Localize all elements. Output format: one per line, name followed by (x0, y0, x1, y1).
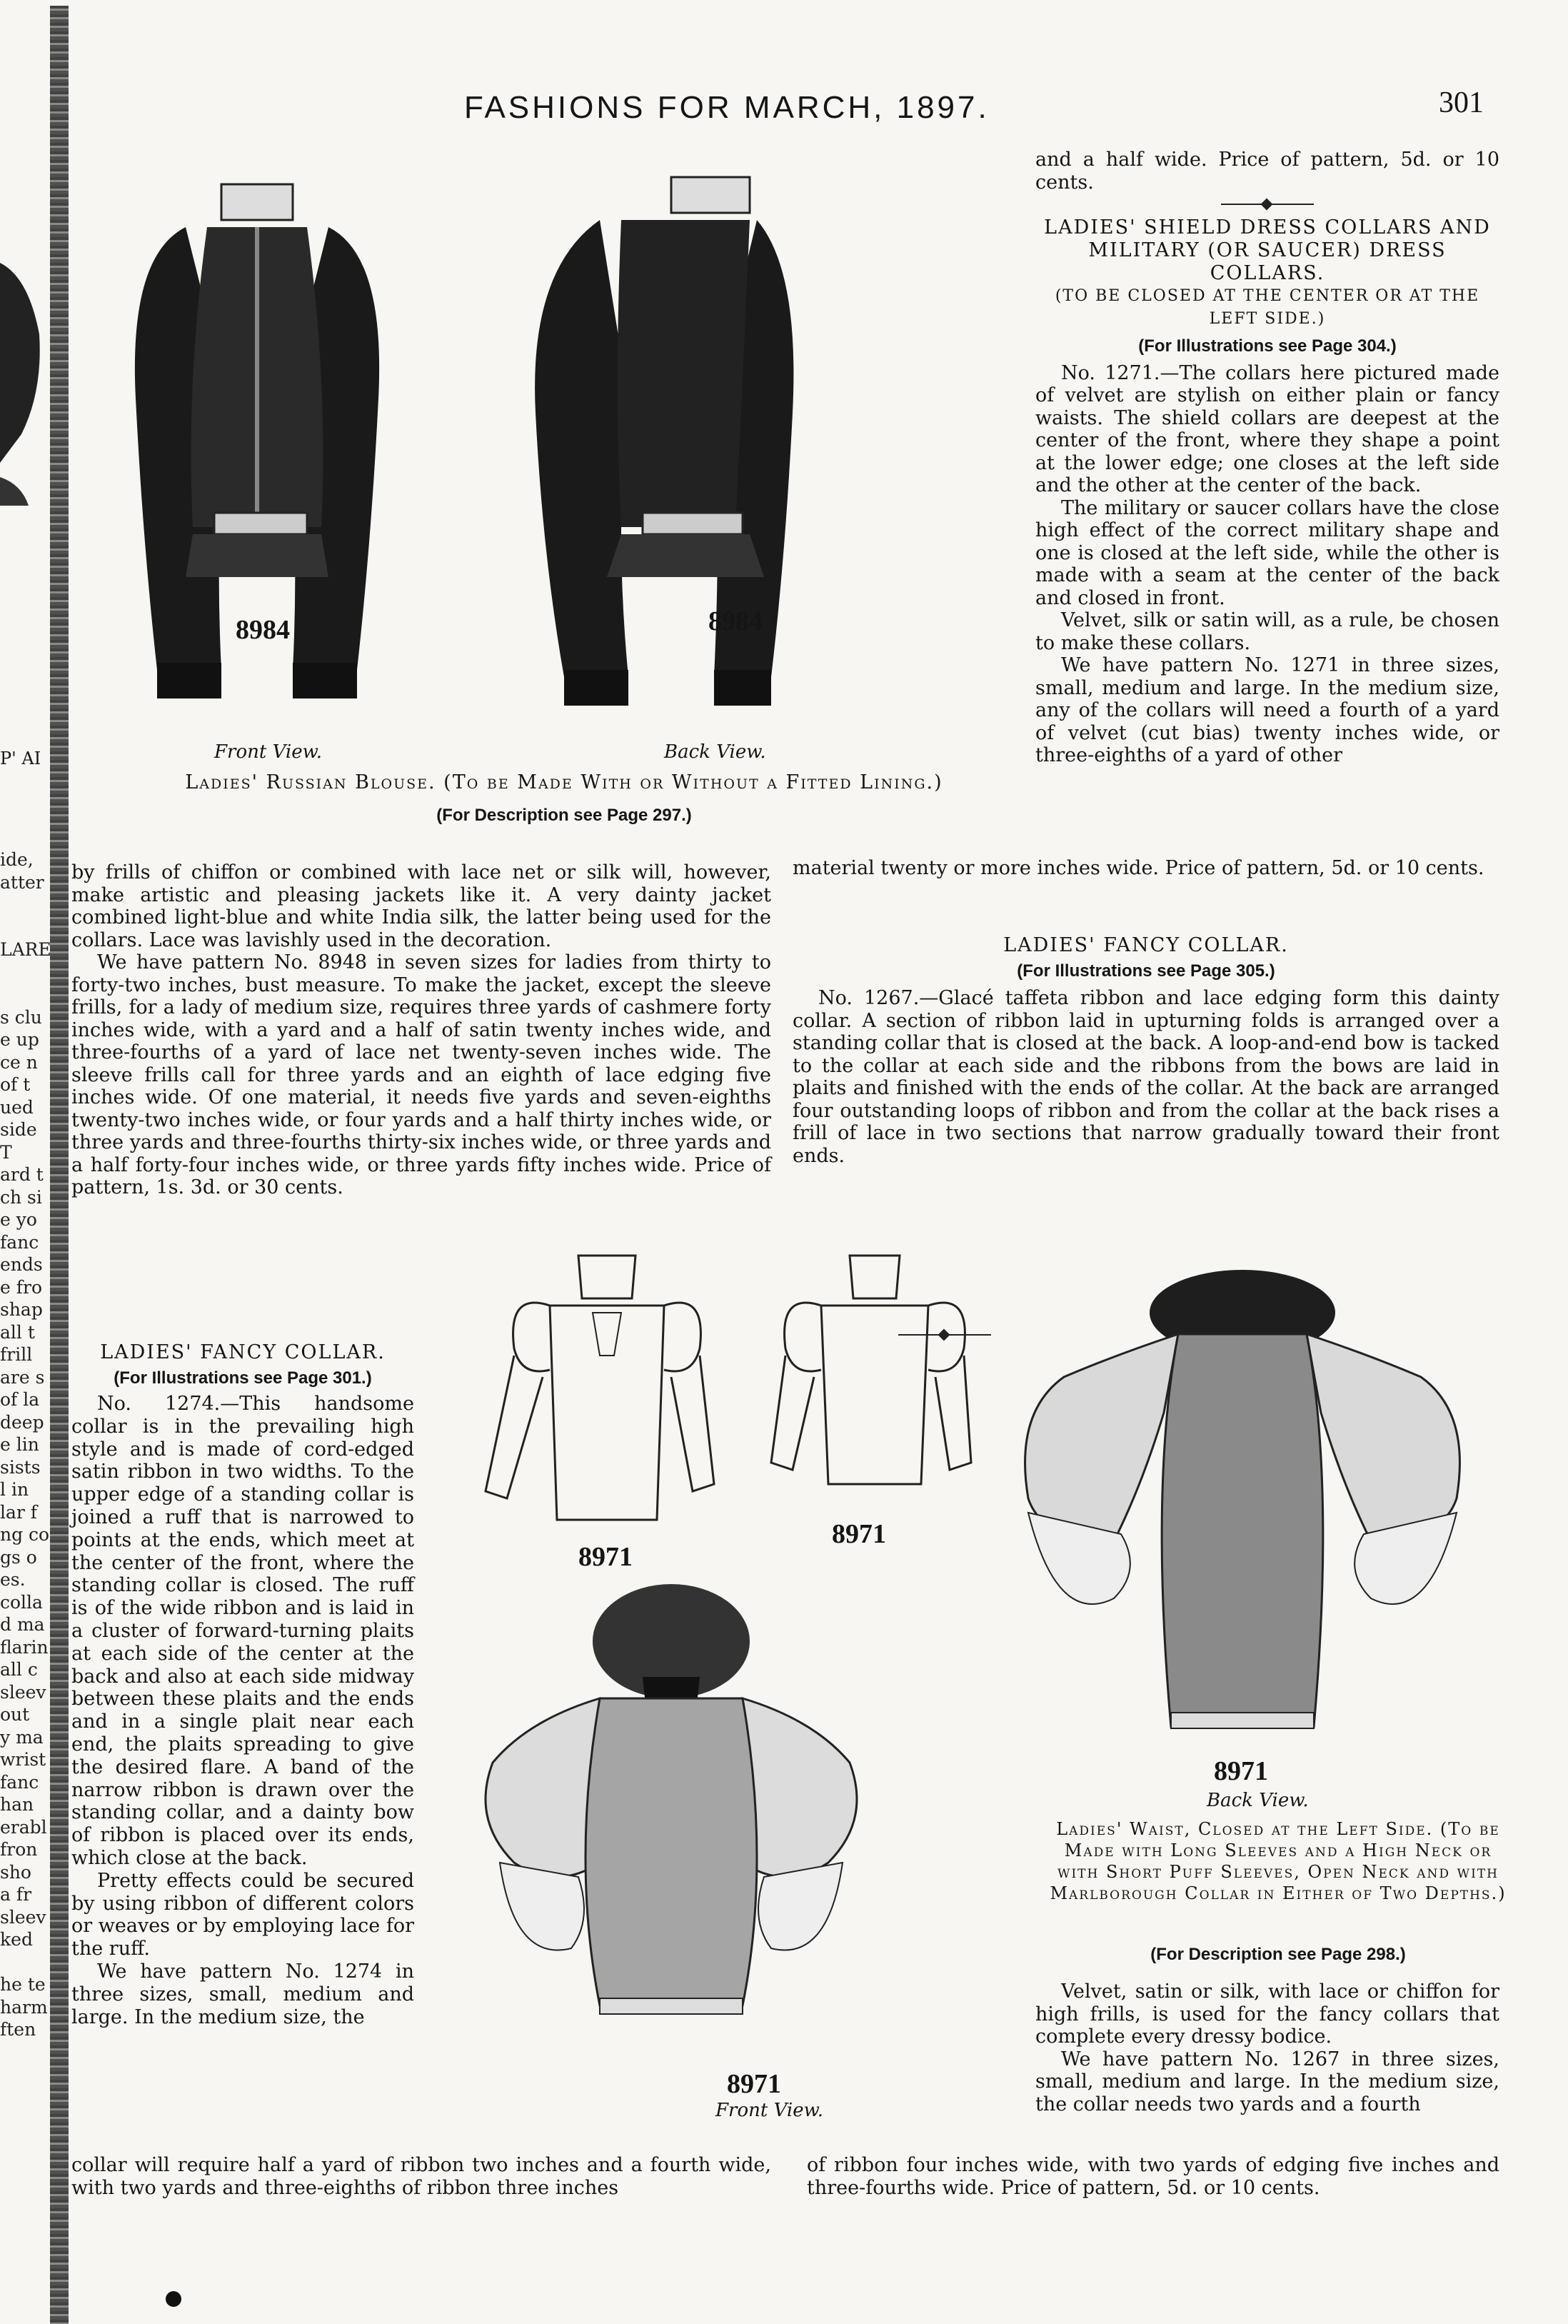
left-edge-line: e fro (0, 1276, 42, 1298)
jacket-text-p2: We have pattern No. 8948 in seven sizes for ladies from thirty to forty-two inches, bust measure. To make the jacket, except the sleeve frills, for a lady of medium size, requires three yards of cashmere forty inches wide, with a yard and a half of satin twenty inches wide, and three-fourths of a yard of lace net twenty-seven inches wide. The sleeve frills call for three yards and an eighth of lace edging five inches wide. Of one material, it needs five yards and seven-eighths twenty-two inches wide, or four yards and a half thirty inches wide, or three yards and three-fourths thirty-six inches wide, or three yards and a half forty-four inches wide, or three yards fifty inches wide. Price of pattern, 1s. 3d. or 30 cents. (71, 951, 771, 1198)
left-edge-line: lar f (0, 1501, 38, 1523)
left-edge-line (0, 1951, 68, 1974)
left-edge-line: sho (0, 1861, 31, 1883)
left-edge-line: side (0, 1119, 37, 1140)
left-edge-line: deep (0, 1411, 44, 1433)
left-edge-fragments (0, 848, 68, 2041)
page-number: 301 (1439, 86, 1484, 119)
left-edge-line: fanc (0, 1771, 39, 1793)
waist-outline-front-illustration (471, 1248, 735, 1548)
left-edge-line: out (0, 1704, 30, 1725)
shield-collars-p3: Velvet, silk or satin will, as a rule, be chosen to make these collars. (1035, 609, 1499, 654)
left-edge-line: all t (0, 1321, 35, 1343)
waist-outline-back-illustration (757, 1248, 985, 1520)
left-edge-line: e yo (0, 1209, 37, 1230)
section-divider (1221, 199, 1314, 209)
waist-number-b: 8971 (832, 1519, 886, 1549)
left-edge-line: ce n (0, 1051, 38, 1073)
left-edge-line: e lin (0, 1434, 39, 1455)
left-edge-line: flarin (0, 1636, 49, 1658)
left-edge-line: ends (0, 1254, 43, 1275)
left-edge-line: gs o (0, 1546, 37, 1568)
left-edge-line: a fr (0, 1884, 32, 1905)
left-edge-line: colla (0, 1591, 43, 1613)
left-edge-line: s clu (0, 1006, 42, 1028)
waist-back-view-label: Back View. (1207, 1790, 1309, 1811)
left-edge-line: fron (0, 1839, 38, 1860)
left-edge-line: he te (0, 1974, 46, 1995)
left-edge-line: sleev (0, 1681, 46, 1703)
fancy-collar-1267-ref: (For Illustrations see Page 305.) (1017, 961, 1275, 981)
left-edge-line: wrist (0, 1749, 46, 1770)
left-edge-line: y ma (0, 1726, 44, 1748)
fancy-collar-1267-section (793, 934, 1499, 1167)
left-edge-line: all c (0, 1659, 38, 1680)
waist-front-view-label: Front View. (715, 2100, 824, 2121)
left-edge-line: ide, (0, 849, 34, 870)
left-edge-line: LARE (0, 939, 51, 960)
left-edge-line: erabl (0, 1816, 47, 1838)
left-top-text (71, 861, 771, 1199)
left-edge-line: l in (0, 1479, 29, 1500)
back-view-label: Back View. (664, 741, 766, 763)
russian-blouse-back-illustration (500, 170, 800, 720)
waist-ref: (For Description see Page 298.) (1150, 1945, 1406, 1964)
page-title: FASHIONS FOR MARCH, 1897. (464, 90, 990, 125)
left-edge-line: ften (0, 2019, 36, 2040)
ink-spot (166, 2291, 181, 2307)
left-edge-line: fanc (0, 1231, 39, 1253)
pattern-1267-sizes-continued: of ribbon four inches wide, with two yards of edging five inches and three-fourths wide. Price of pattern, 5d. or 10 cents. (807, 2154, 1499, 2199)
shield-collars-subheading: (TO BE CLOSED AT THE CENTER OR AT THE LEFT SIDE.) (1055, 287, 1480, 328)
left-edge-line: e up (0, 1029, 39, 1050)
fancy-collar-1274-ref: (For Illustrations see Page 301.) (114, 1368, 372, 1388)
russian-blouse-ref: (For Description see Page 297.) (436, 806, 692, 825)
edge-fragment-label: P' AI (0, 748, 41, 768)
fancy-collar-1274-p2: Pretty effects could be secured by using ribbon of different colors or weaves or by employing lace for the ruff. (71, 1869, 414, 1960)
fancy-collar-1274-section (71, 1341, 414, 2028)
left-edge-line: shap (0, 1299, 43, 1320)
waist-number-d: 8971 (727, 2069, 781, 2099)
fancy-collar-1274-p3-continued: collar will require half a yard of ribbon two inches and a fourth wide, with two yards and three-eighths of ribbon three inches (71, 2154, 771, 2199)
left-edge-line: sists (0, 1456, 41, 1478)
left-edge-line (0, 983, 68, 1006)
shield-collars-heading: LADIES' SHIELD DRESS COLLARS AND MILITARY (OR SAUCER) DRESS COLLARS. (1044, 216, 1491, 284)
waist-back-view-illustration (1000, 1270, 1514, 1770)
left-edge-line: sleev (0, 1906, 46, 1928)
shield-collars-p4-continued: material twenty or more inches wide. Price of pattern, 5d. or 10 cents. (793, 857, 1484, 879)
shield-collars-ref: (For Illustrations see Page 304.) (1138, 336, 1397, 356)
jacket-text-p1: by frills of chiffon or combined with lace net or silk will, however, make artistic and pleasing jackets like it. A very dainty jacket combined light-blue and white India silk, the latter being used for the collars. Lace was lavishly used in the decoration. (71, 861, 771, 951)
fancy-collar-1274-heading: LADIES' FANCY COLLAR. (100, 1341, 386, 1363)
left-edge-line (0, 893, 68, 916)
left-edge-line: T (0, 1141, 12, 1163)
bottom-right-text (1035, 1980, 1499, 2115)
left-edge-line: are s (0, 1366, 45, 1388)
left-edge-line: ch si (0, 1186, 42, 1208)
fancy-collar-1267-heading: LADIES' FANCY COLLAR. (1003, 934, 1289, 956)
russian-blouse-caption: Ladies' Russian Blouse. (To be Made With or Without a Fitted Lining.) (185, 771, 943, 793)
left-edge-line (0, 916, 68, 939)
left-edge-line: han (0, 1794, 34, 1815)
waist-caption: Ladies' Waist, Closed at the Left Side. (To be Made with Long Sleeves and a High Neck or with Short Puff Sleeves, Open Neck and with Marlborough Collar in Either of Two Depths.) (1050, 1819, 1507, 1903)
left-edge-line: ued (0, 1096, 34, 1118)
left-edge-line: ard t (0, 1164, 44, 1185)
back-figure-number: 8984 (708, 606, 763, 636)
waist-number-a: 8971 (578, 1542, 633, 1572)
shield-collars-p1: No. 1271.—The collars here pictured made of velvet are stylish on either plain or fancy waists. The shield collars are deepest at the center of the front, where they shape a point at the lower edge; one closes at the left side and the other at the center of the back. (1035, 361, 1499, 496)
left-edge-line: frill (0, 1344, 33, 1365)
left-edge-line: d ma (0, 1614, 45, 1635)
fancy-collar-1274-p3: We have pattern No. 1274 in three sizes, small, medium and large. In the medium size, the (71, 1960, 414, 2028)
left-edge-line: of t (0, 1074, 31, 1095)
waist-front-view-illustration (471, 1577, 871, 2048)
left-edge-line (0, 961, 68, 984)
left-edge-line: of la (0, 1389, 40, 1410)
cut-off-illustration (0, 249, 50, 506)
waist-number-c: 8971 (1214, 1756, 1268, 1786)
pattern-1267-sizes: We have pattern No. 1267 in three sizes, small, medium and large. In the medium size, the collar needs two yards and a fourth (1035, 2048, 1499, 2115)
right-column-top (1035, 149, 1499, 767)
left-edge-line: ng co (0, 1524, 50, 1545)
left-edge-line: atter (0, 871, 44, 893)
front-figure-number: 8984 (236, 615, 290, 645)
fancy-collars-note: Velvet, satin or silk, with lace or chiffon for high frills, is used for the fancy collars that complete every dressy bodice. (1035, 1980, 1499, 2048)
shield-collars-p2: The military or saucer collars have the close high effect of the correct military shape and one is closed at the left side, while the other is made with a seam at the center of the back and closed in front. (1035, 496, 1499, 609)
fancy-collar-1267-p1: No. 1267.—Glacé taffeta ribbon and lace edging form this dainty collar. A section of ribbon laid in upturning folds is arranged over a standing collar that is closed at the back. A loop-and-end bow is tacked to the collar at each side and the ribbons from the bows are laid in plaits and finished with the ends of the collar. At the back are arranged four outstanding loops of ribbon and from the collar at the back rises a frill of lace in two sections that narrow gradually toward their front ends. (793, 987, 1499, 1167)
fancy-collar-1274-p1: No. 1274.—This handsome collar is in the prevailing high style and is made of cord-edged satin ribbon in two widths. To the upper edge of a standing collar is joined a ruff that is narrowed to points at the ends, which meet at the center of the front, where the standing collar is closed. The ruff is of the wide ribbon and is laid in a cluster of forward-turning plaits at each side of the center at the back and also at each side midway between these plaits and the ends and in a single plait near each end, the plaits spreading to give the desired flare. A band of the narrow ribbon is drawn over the standing collar, and a dainty bow of ribbon is placed over its ends, which close at the back. (71, 1393, 414, 1869)
front-view-label: Front View. (214, 741, 323, 763)
left-edge-line: ked (0, 1929, 33, 1950)
shield-collars-p4: We have pattern No. 1271 in three sizes, small, medium and large. In the medium size, any of the collars will need a fourth of a yard of velvet (cut bias) twenty inches wide, or three-eighths of a yard of other (1035, 654, 1499, 766)
left-edge-line: harm (0, 1996, 48, 2018)
left-edge-line: es. (0, 1569, 26, 1590)
pattern-price-continuation: and a half wide. Price of pattern, 5d. or 10 cents. (1035, 149, 1499, 194)
